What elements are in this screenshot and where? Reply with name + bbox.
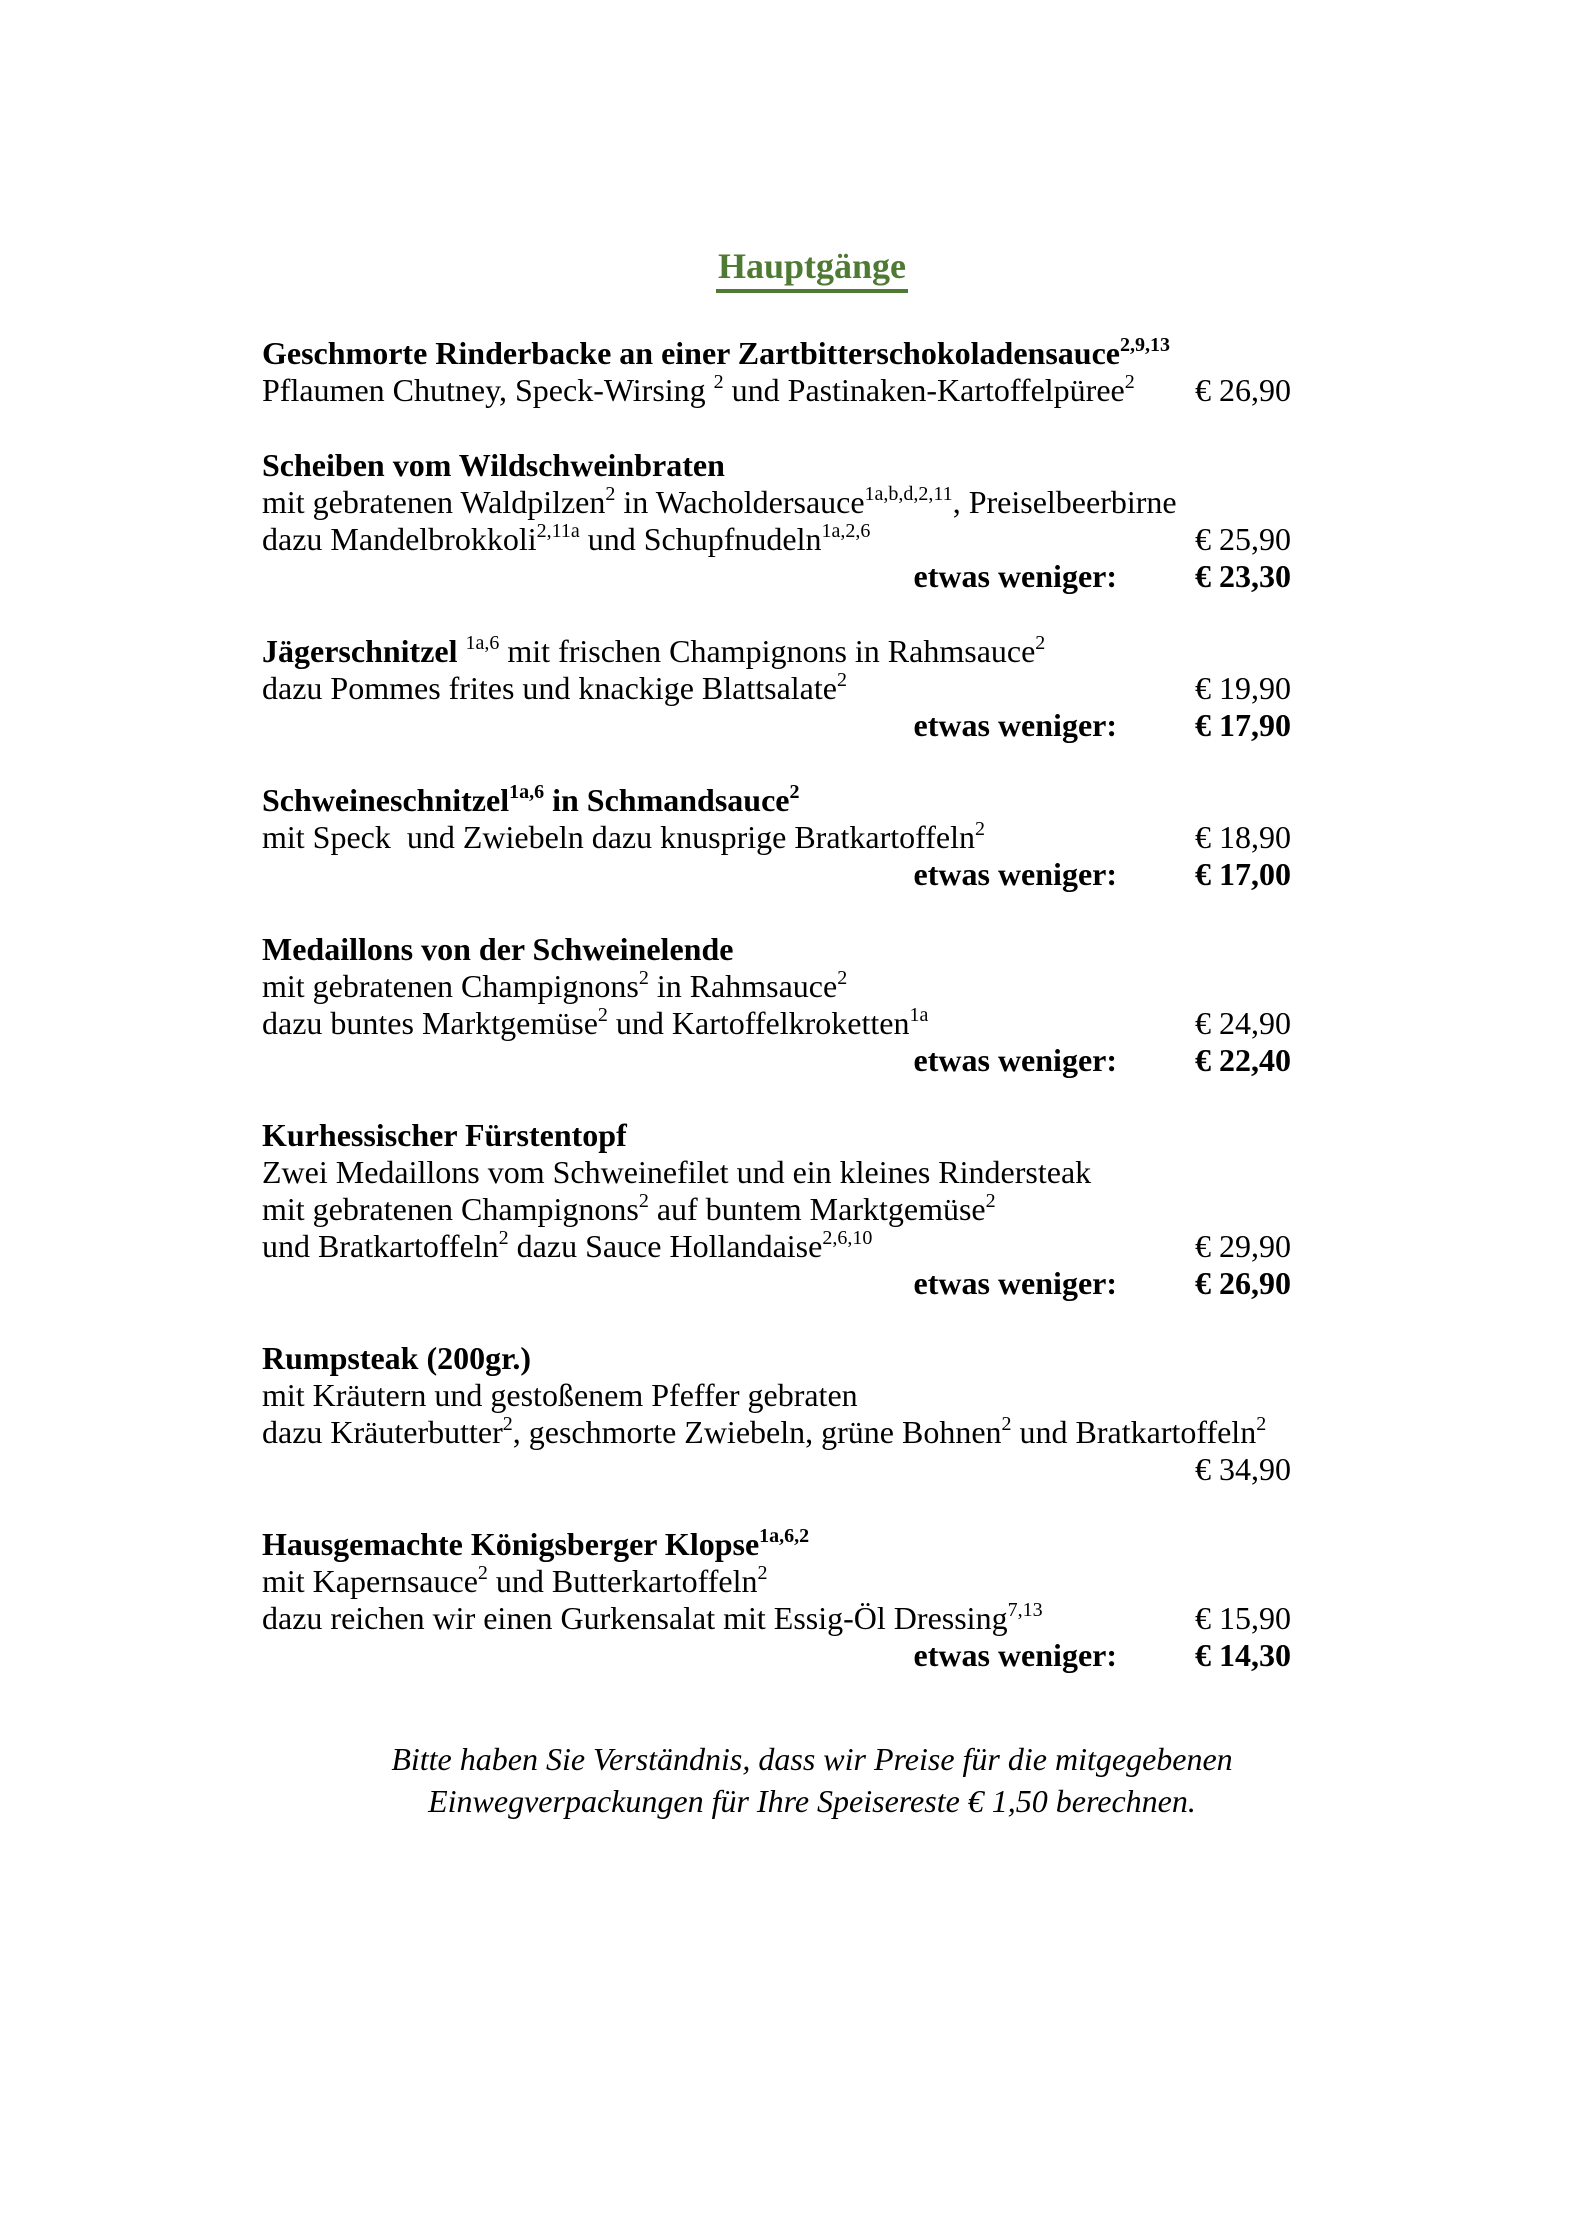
text-segment: Rumpsteak (200gr.) [262, 1340, 532, 1376]
allergen-note: 2 [597, 1004, 608, 1026]
menu-title [262, 244, 1362, 293]
dish-text [262, 1563, 767, 1599]
text-segment: mit frischen Champignons in Rahmsauce [499, 633, 1036, 669]
dish-text [262, 1414, 1266, 1450]
allergen-note: 2 [975, 818, 985, 840]
text-segment: und Kartoffelkroketten [607, 1005, 910, 1041]
allergen-note: 2,11a [536, 520, 580, 542]
less-price-line [262, 1265, 1362, 1302]
menu-item [262, 447, 1362, 595]
dish-text [262, 1117, 627, 1153]
dish-text [262, 1526, 809, 1562]
text-segment: in Rahmsauce [648, 968, 838, 1004]
less-option-label: etwas weniger: [913, 856, 1117, 892]
dish-detail-line [262, 521, 1362, 558]
text-segment: Geschmorte Rinderbacke an einer Zartbitterschokoladensauce [262, 335, 1120, 371]
menu-item [262, 782, 1362, 893]
dish-detail-line [262, 1563, 1362, 1600]
dish-text [262, 1377, 858, 1413]
dish-text [262, 1600, 1043, 1636]
dish-detail-line [262, 819, 1362, 856]
dish-text [262, 670, 847, 706]
allergen-note: 2,9,13 [1119, 334, 1170, 356]
text-segment: und Schupfnudeln [579, 521, 822, 557]
less-option-price: € 26,90 [1195, 1265, 1291, 1301]
dish-text [262, 819, 985, 855]
dish-text [262, 931, 733, 967]
allergen-note: 2 [837, 967, 848, 989]
menu-item [262, 1526, 1362, 1674]
allergen-note: 2 [605, 483, 616, 505]
dish-text [262, 335, 1170, 371]
dish-price: € 25,90 [1195, 521, 1291, 557]
less-price-line [262, 856, 1362, 893]
allergen-note: 1a,6 [465, 632, 500, 654]
menu-item [262, 931, 1362, 1079]
dish-detail-line [262, 1451, 1362, 1488]
allergen-note: 1a,2,6 [821, 520, 871, 542]
text-segment: Pflaumen Chutney, Speck-Wirsing [262, 372, 714, 408]
text-segment: , geschmorte Zwiebeln, grüne Bohnen [512, 1414, 1002, 1450]
dish-detail-line [262, 1191, 1362, 1228]
dish-name-line [262, 335, 1362, 372]
allergen-note: 2 [638, 967, 649, 989]
menu-content [262, 244, 1362, 1822]
dish-price: € 19,90 [1195, 670, 1291, 706]
dish-detail-line [262, 1154, 1362, 1191]
allergen-note: 2 [638, 1190, 649, 1212]
text-segment: Hausgemachte Königsberger Klopse [262, 1526, 760, 1562]
allergen-note: 1a [909, 1004, 929, 1026]
menu-items [262, 335, 1362, 1674]
text-segment: mit Speck und Zwiebeln dazu knusprige Bratkartoffeln [262, 819, 975, 855]
notice-line: Bitte haben Sie Verständnis, dass wir Preise für die mitgegebenen [391, 1741, 1233, 1777]
dish-text [262, 633, 1045, 669]
less-option-label: etwas weniger: [913, 1637, 1117, 1673]
less-option-label: etwas weniger: [913, 1042, 1117, 1078]
dish-detail-line [262, 670, 1362, 707]
dish-detail-line [262, 372, 1362, 409]
text-segment: dazu Pommes frites und knackige Blattsalate [262, 670, 837, 706]
allergen-note: 1a,6,2 [759, 1525, 810, 1547]
text-segment: auf buntem Marktgemüse [648, 1191, 986, 1227]
allergen-note: 2 [713, 371, 724, 393]
allergen-note: 2 [1035, 632, 1046, 654]
text-segment: mit Kräutern und gestoßenem Pfeffer gebraten [262, 1377, 858, 1413]
text-segment: in Wacholdersauce [615, 484, 865, 520]
dish-text [262, 521, 870, 557]
dish-name-line [262, 1117, 1362, 1154]
dish-price: € 26,90 [1195, 372, 1291, 408]
less-price-line [262, 558, 1362, 595]
text-segment: dazu Mandelbrokkoli [262, 521, 537, 557]
allergen-note: 2 [836, 669, 847, 691]
dish-price: € 15,90 [1195, 1600, 1291, 1636]
dish-text [262, 1154, 1091, 1190]
dish-name-line [262, 447, 1362, 484]
less-price-line [262, 1042, 1362, 1079]
text-segment: mit gebratenen Champignons [262, 968, 639, 1004]
text-segment: Jägerschnitzel [262, 633, 466, 669]
text-segment: und Pastinaken-Kartoffelpüree [723, 372, 1125, 408]
allergen-note: 2,6,10 [822, 1227, 873, 1249]
text-segment: Zwei Medaillons vom Schweinefilet und ein kleines Rindersteak [262, 1154, 1092, 1190]
less-option-price: € 17,00 [1195, 856, 1291, 892]
menu-item [262, 633, 1362, 744]
dish-detail-line [262, 1600, 1362, 1637]
less-option-label: etwas weniger: [913, 707, 1117, 743]
text-segment: dazu reichen wir einen Gurkensalat mit Essig-Öl Dressing [262, 1600, 1008, 1636]
menu-item [262, 1340, 1362, 1488]
dish-text [262, 968, 847, 1004]
text-segment: und Butterkartoffeln [487, 1563, 758, 1599]
dish-name-line [262, 931, 1362, 968]
dish-name-line [262, 633, 1362, 670]
less-price-line [262, 707, 1362, 744]
text-segment: und Bratkartoffeln [1011, 1414, 1257, 1450]
dish-price: € 29,90 [1195, 1228, 1291, 1264]
dish-text [262, 1228, 872, 1264]
less-option-price: € 14,30 [1195, 1637, 1291, 1673]
allergen-note: 2 [477, 1562, 488, 1584]
dish-price: € 24,90 [1195, 1005, 1291, 1041]
text-segment: dazu Kräuterbutter [262, 1414, 503, 1450]
dish-text [262, 484, 1177, 520]
allergen-note: 2 [757, 1562, 768, 1584]
allergen-note: 2 [1124, 371, 1135, 393]
allergen-note: 1a,6 [509, 781, 545, 803]
text-segment: dazu buntes Marktgemüse [262, 1005, 598, 1041]
dish-name-line [262, 1340, 1362, 1377]
less-option-price: € 22,40 [1195, 1042, 1291, 1078]
dish-name-line [262, 1526, 1362, 1563]
notice-line: Einwegverpackungen für Ihre Speisereste € 1,50 berechnen. [428, 1783, 1196, 1819]
menu-title-text: Hauptgänge [716, 244, 908, 293]
allergen-note: 1a,b,d,2,11 [864, 483, 953, 505]
allergen-note: 2 [1256, 1413, 1267, 1435]
dish-text [262, 447, 725, 483]
less-option-price: € 17,90 [1195, 707, 1291, 743]
less-option-label: etwas weniger: [913, 1265, 1117, 1301]
less-price-line [262, 1637, 1362, 1674]
dish-detail-line [262, 1005, 1362, 1042]
menu-item [262, 335, 1362, 409]
allergen-note: 2 [789, 781, 800, 803]
allergen-note: 7,13 [1007, 1599, 1043, 1621]
text-segment: und Bratkartoffeln [262, 1228, 499, 1264]
allergen-note: 2 [498, 1227, 509, 1249]
dish-detail-line [262, 968, 1362, 1005]
allergen-note: 2 [985, 1190, 996, 1212]
dish-text [262, 1191, 996, 1227]
dish-detail-line [262, 1377, 1362, 1414]
dish-price: € 34,90 [1195, 1451, 1291, 1487]
menu-item [262, 1117, 1362, 1302]
text-segment: Medaillons von der Schweinelende [262, 931, 734, 967]
text-segment: Schweineschnitzel [262, 782, 510, 818]
text-segment: , Preiselbeerbirne [952, 484, 1177, 520]
allergen-note: 2 [502, 1413, 513, 1435]
text-segment: mit Kapernsauce [262, 1563, 478, 1599]
text-segment: mit gebratenen Waldpilzen [262, 484, 606, 520]
dish-price: € 18,90 [1195, 819, 1291, 855]
packaging-notice [262, 1738, 1362, 1822]
dish-detail-line [262, 1228, 1362, 1265]
dish-text [262, 1340, 531, 1376]
less-option-price: € 23,30 [1195, 558, 1291, 594]
allergen-note: 2 [1001, 1413, 1012, 1435]
text-segment: in Schmandsauce [544, 782, 790, 818]
less-option-label: etwas weniger: [913, 558, 1117, 594]
text-segment: dazu Sauce Hollandaise [508, 1228, 823, 1264]
text-segment: Scheiben vom Wildschweinbraten [262, 447, 725, 483]
dish-detail-line [262, 1414, 1362, 1451]
text-segment: Kurhessischer Fürstentopf [262, 1117, 627, 1153]
dish-text [262, 782, 799, 818]
dish-text [262, 372, 1135, 408]
dish-name-line [262, 782, 1362, 819]
dish-text [262, 1005, 928, 1041]
text-segment: mit gebratenen Champignons [262, 1191, 639, 1227]
dish-detail-line [262, 484, 1362, 521]
